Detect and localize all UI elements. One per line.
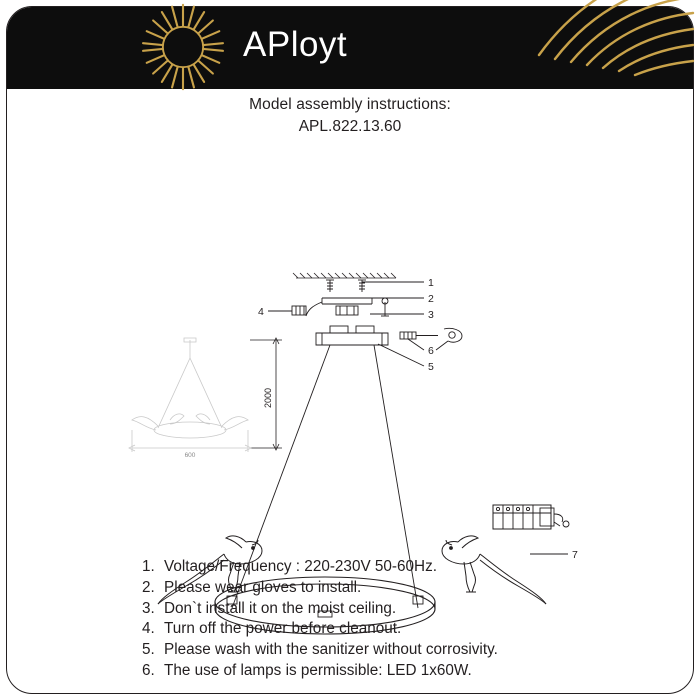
note-number: 6. xyxy=(142,661,155,679)
sunburst-logo-icon xyxy=(135,0,231,95)
note-number: 3. xyxy=(142,599,155,617)
mounting-bar xyxy=(322,298,372,315)
note-number: 2. xyxy=(142,578,155,596)
list-item xyxy=(142,640,662,661)
callout-number-5: 5 xyxy=(428,361,434,373)
wiring-terminal-block-detail xyxy=(493,505,569,529)
list-item xyxy=(142,661,662,682)
note-number: 1. xyxy=(142,558,155,575)
callout-number-7: 7 xyxy=(572,549,578,561)
callout-number-1: 1 xyxy=(428,277,434,289)
list-item xyxy=(142,619,662,640)
model-code: APL.822.13.60 xyxy=(298,118,402,135)
dimension-vertical-label: 2000 xyxy=(263,387,273,409)
callout-number-4: 4 xyxy=(258,306,264,318)
ceiling-screw-left xyxy=(326,280,334,292)
callout-line-6 xyxy=(408,339,424,350)
list-item xyxy=(142,557,662,578)
note-text: Voltage/Frequency : 220-230V 50-60Hz. xyxy=(164,558,437,575)
wire-terminal-left xyxy=(268,302,322,316)
hook-detail xyxy=(381,298,389,316)
brand-name: APloyt xyxy=(243,25,348,64)
product-silhouette-preview xyxy=(129,338,251,452)
note-text: Don`t install it on the moist ceiling. xyxy=(164,599,397,617)
list-item xyxy=(142,578,662,599)
note-text: Please wash with the sanitizer without corrosivity. xyxy=(164,641,498,659)
technical-drawing xyxy=(0,130,700,561)
callout-line-5 xyxy=(378,344,424,366)
note-text: The use of lamps is permissible: LED 1x60W. xyxy=(164,661,472,679)
ceiling-hatch xyxy=(293,273,396,278)
fan-rays-decoration-icon xyxy=(443,0,693,109)
note-text: Please wear gloves to install. xyxy=(164,578,362,596)
note-number: 5. xyxy=(142,641,155,659)
brand-header-banner xyxy=(7,7,693,89)
note-number: 4. xyxy=(142,620,155,638)
callout-number-6: 6 xyxy=(428,345,434,357)
title-line-1: Model assembly instructions: xyxy=(249,96,451,113)
callout-number-2: 2 xyxy=(428,293,434,305)
callout-number-3: 3 xyxy=(428,309,434,321)
note-text: Turn off the power before cleanout. xyxy=(164,620,402,638)
dimension-horizontal-label: 600 xyxy=(184,452,196,459)
instruction-notes-list xyxy=(142,557,662,682)
list-item xyxy=(142,599,662,620)
